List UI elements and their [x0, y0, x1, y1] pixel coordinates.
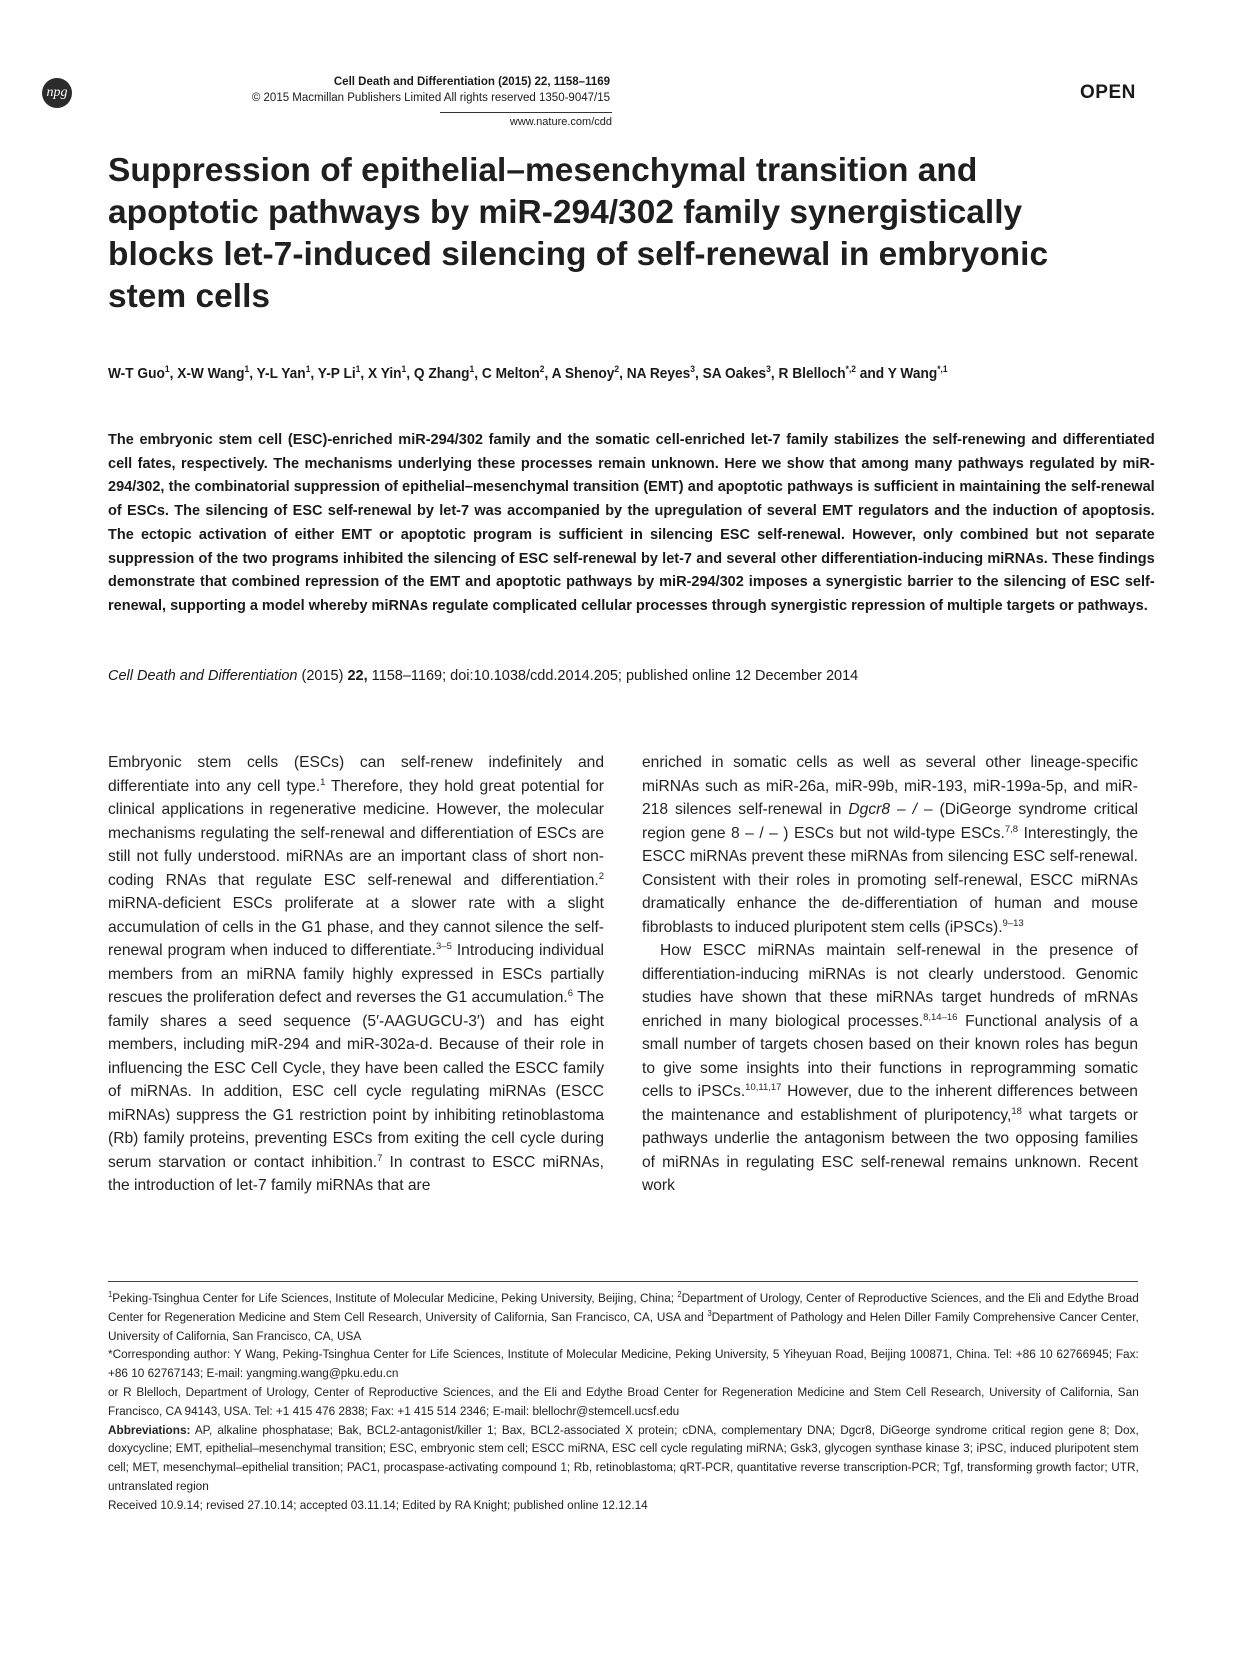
author-name: R Blelloch: [778, 365, 846, 382]
author-affiliation-mark: *,1: [937, 364, 948, 374]
text-run: Introducing individual members from an miRNA family highly expressed in ESCs partially rescues the proliferation defect and reverses the G1 accumulation.: [108, 942, 605, 1006]
citation-year: (2015): [297, 667, 348, 684]
reference-superscript: 3: [707, 1308, 712, 1318]
text-run: miRNA-deficient ESCs proliferate at a slower rate with a slight accumulation of cells in the G1 phase, and they cannot silence the self-renewal program when induced to differentiate.: [108, 895, 604, 959]
corresponding-author-1: *Corresponding author: Y Wang, Peking-Tsinghua Center for Life Sciences, Institute of Molecular Medicine, Peking University, 5 Yiheyuan Road, Beijing 100871, China. Tel: +86 10 62766945; Fax: +86 10 62767143; E-mail: yangming.wang@pku.edu.cn: [108, 1347, 1139, 1381]
body-paragraph: [642, 939, 1138, 1198]
abbreviations-text: AP, alkaline phosphatase; Bak, BCL2-antagonist/killer 1; Bax, BCL2-associated X protein; cDNA, complementary DNA; Dgcr8, DiGeorge syndrome critical region gene 8; Dox, doxycycline; EMT, epithelial–mesenchymal transition; ESC, embryonic stem cell; ESCC miRNA, ESC cell cycle regulating miRNA; Gsk3, glycogen synthase kinase 3; iPSC, induced pluripotent stem cell; MET, mesenchymal–epithelial transition; PAC1, procaspase-activating compound 1; Rb, retinoblastoma; qRT-PCR, quantitative reverse transcription-PCR; Tgf, transforming growth factor; UTR, untranslated region: [108, 1422, 1139, 1493]
text-run: Department of Pathology and Helen Diller Family Comprehensive Cancer Center, University of California, San Francisco, CA, USA: [108, 1309, 1139, 1343]
author-affiliation-mark: 1: [244, 364, 250, 374]
text-run: Peking-Tsinghua Center for Life Sciences, Institute of Molecular Medicine, Peking University, Beijing, China;: [112, 1291, 678, 1305]
author-affiliation-mark: 1: [305, 364, 311, 374]
header-rule: [440, 112, 612, 113]
author-affiliation-mark: *,2: [845, 364, 856, 374]
author-name: Y-L Yan: [256, 365, 306, 382]
reference-superscript: 18: [1011, 1105, 1022, 1117]
author-affiliation-mark: 1: [469, 364, 475, 374]
reference-superscript: 3–5: [436, 940, 452, 952]
author-affiliation-mark: 1: [355, 364, 361, 374]
corresponding-author-2: or R Blelloch, Department of Urology, Center of Reproductive Sciences, and the Eli and Edythe Broad Center for Regeneration Medicine and Stem Cell Research, University of California, San Francisco, CA 94143, USA. Tel: +1 415 476 2838; Fax: +1 415 514 2346; E-mail: blellochr@stemcell.ucsf.edu: [108, 1384, 1139, 1418]
reference-superscript: 10,11,17: [745, 1081, 782, 1093]
author-name: NA Reyes: [626, 365, 691, 382]
author-affiliation-mark: 2: [539, 364, 545, 374]
author-name: X-W Wang: [177, 365, 245, 382]
text-run: enriched in somatic cells as well as several other lineage-specific miRNAs such as miR-26a, miR-99b, miR-193, miR-199a-5p, and miR-218 silences self-renewal in: [642, 754, 1138, 818]
text-run: Interestingly, the ESCC miRNAs prevent these miRNAs from silencing ESC self-renewal. Consistent with their roles in promoting self-renewal, ESCC miRNAs dramatically enhance the de-differentiation of human and mouse fibroblasts to induced pluripotent stem cells (iPSCs).: [642, 824, 1138, 936]
italic-text: Dgcr8 – / –: [848, 801, 933, 818]
reference-superscript: 2: [677, 1289, 682, 1299]
author-affiliation-mark: 3: [766, 364, 771, 374]
text-run: Therefore, they hold great potential for clinical applications in regenerative medicine. However, the molecular mechanisms regulating the self-renewal and differentiation of ESCs are still not fully understood. miRNAs are an important class of short non-coding RNAs that regulate ESC self-renewal and differentiation.: [108, 777, 604, 889]
received-dates: Received 10.9.14; revised 27.10.14; accepted 03.11.14; Edited by RA Knight; published online 12.12.14: [108, 1497, 648, 1512]
reference-superscript: 7,8: [1004, 823, 1019, 835]
author-name: Q Zhang: [413, 365, 470, 382]
body-column-right: [642, 751, 1138, 1198]
text-run: (DiGeorge syndrome critical region gene 8 – / – ) ESCs but not wild-type ESCs.: [642, 801, 1138, 842]
author-name: Y-P Li: [317, 365, 356, 382]
text-run: The family shares a seed sequence (5′-AAGUGCU-3′) and has eight members, including miR-294 and miR-302a-d. Because of their role in influencing the ESC Cell Cycle, they have been called the ESCC family of miRNAs. In addition, ESC cell cycle regulating miRNAs (ESCC miRNAs) suppress the G1 restriction point by inhibiting retinoblastoma (Rb) family proteins, preventing ESCs from exiting the cell cycle during serum starvation or contact inhibition.: [108, 989, 604, 1171]
citation-volume: 22,: [347, 667, 368, 684]
author-list: W-T Guo$^1$, X-W Wang$^1$, Y-L Yan$^1$, Y-P Li$^1$, X Yin$^1$, Q Zhang$^1$, C Melton$^2$, A Shenoy$^2$, NA Reyes$^3$, SA Oakes$^3$, R Blelloch$^{*,2}$ and Y Wang$^{*,1}$: [108, 364, 948, 382]
body-paragraph: [108, 751, 604, 1198]
reference-superscript: 6: [567, 987, 574, 999]
text-run: Department of Urology, Center of Reproductive Sciences, and the Eli and Edythe Broad Center for Regeneration Medicine and Stem Cell Research, University of California, San Francisco, CA, USA and: [108, 1291, 1139, 1324]
author-name: C Melton: [481, 365, 540, 382]
author-affiliation-mark: 2: [614, 364, 620, 374]
body-paragraph: [642, 751, 1138, 939]
author-name: Y Wang: [887, 365, 938, 382]
citation-journal: Cell Death and Differentiation: [108, 667, 298, 684]
journal-url[interactable]: www.nature.com/cdd: [509, 116, 612, 128]
author-affiliation-mark: 1: [401, 364, 407, 374]
abstract: The embryonic stem cell (ESC)-enriched miR-294/302 family and the somatic cell-enriched let-7 family stabilizes the self-renewing and differentiated cell fates, respectively. The mechanisms underlying these processes remain unknown. Here we show that among many pathways regulated by miR-294/302, the combinatorial suppression of epithelial–mesenchymal transition (EMT) and apoptotic pathways is sufficient in maintaining the self-renewal of ESCs. The silencing of ESC self-renewal by let-7 was accompanied by the upregulation of several EMT regulators and the induction of apoptosis. The ectopic activation of either EMT or apoptotic program is sufficient in silencing ESC self-renewal. However, only combined but not separate suppression of the two programs inhibited the silencing of ESC self-renewal by let-7 and several other differentiation-inducing miRNAs. These findings demonstrate that combined repression of the EMT and apoptotic pathways by miR-294/302 imposes a synergistic barrier to the silencing of ESC self-renewal, supporting a model whereby miRNAs regulate complicated cellular processes through synergistic repression of multiple targets or pathways.: [108, 431, 1155, 614]
author-name: X Yin: [368, 365, 402, 382]
author-name: SA Oakes: [702, 365, 767, 382]
reference-superscript: 2: [598, 870, 604, 882]
footnotes: [108, 1289, 1139, 1515]
author-name: W-T Guo: [108, 365, 165, 382]
text-run: what targets or pathways underlie the antagonism between the two opposing families of miRNAs in regulating ESC self-renewal remains unknown. Recent work: [642, 1106, 1138, 1194]
author-name: A Shenoy: [551, 365, 615, 382]
reference-superscript: 8,14–16: [923, 1011, 958, 1023]
body-column-left: [108, 751, 604, 1198]
text-run: However, due to the inherent differences between the maintenance and establishment of pluripotency,: [642, 1083, 1138, 1124]
open-access-label: OPEN: [1080, 82, 1136, 103]
text-run: In contrast to ESCC miRNAs, the introduction of let-7 family miRNAs that are: [108, 1153, 604, 1194]
footnote-rule: [108, 1281, 1138, 1282]
citation-rest: 1158–1169; doi:10.1038/cdd.2014.205; published online 12 December 2014: [367, 667, 859, 684]
reference-superscript: 1: [108, 1289, 113, 1299]
article-title: Suppression of epithelial–mesenchymal transition and apoptotic pathways by miR-294/302 family synergistically blocks let-7-induced silencing of self-renewal in embryonic stem cells: [108, 152, 1049, 315]
text-run: Embryonic stem cells (ESCs) can self-renew indefinitely and differentiate into any cell type.: [108, 754, 604, 795]
abbreviations: [108, 1421, 1139, 1496]
author-affiliation-mark: 1: [164, 364, 170, 374]
author-affiliation-mark: 3: [690, 364, 696, 374]
reference-superscript: 9–13: [1002, 917, 1024, 929]
reference-superscript: 1: [320, 776, 326, 788]
npg-logo: npg: [42, 78, 72, 108]
citation-line: [108, 667, 858, 684]
text-run: How ESCC miRNAs maintain self-renewal in the presence of differentiation-inducing miRNAs is not clearly understood. Genomic studies have shown that these miRNAs target hundreds of mRNAs enriched in many biological processes.: [642, 942, 1138, 1030]
journal-header: [110, 74, 610, 106]
text-run: Functional analysis of a small number of targets chosen based on their known roles has begun to give some insights into their functions in reprogramming somatic cells to iPSCs.: [642, 1012, 1138, 1100]
copyright-line: © 2015 Macmillan Publishers Limited All rights reserved 1350-9047/15: [251, 92, 610, 104]
abbreviations-label: Abbreviations:: [108, 1422, 191, 1437]
affiliations: [108, 1289, 1139, 1345]
reference-superscript: 7: [377, 1152, 383, 1164]
journal-line: Cell Death and Differentiation (2015) 22, 1158–1169: [333, 76, 610, 88]
